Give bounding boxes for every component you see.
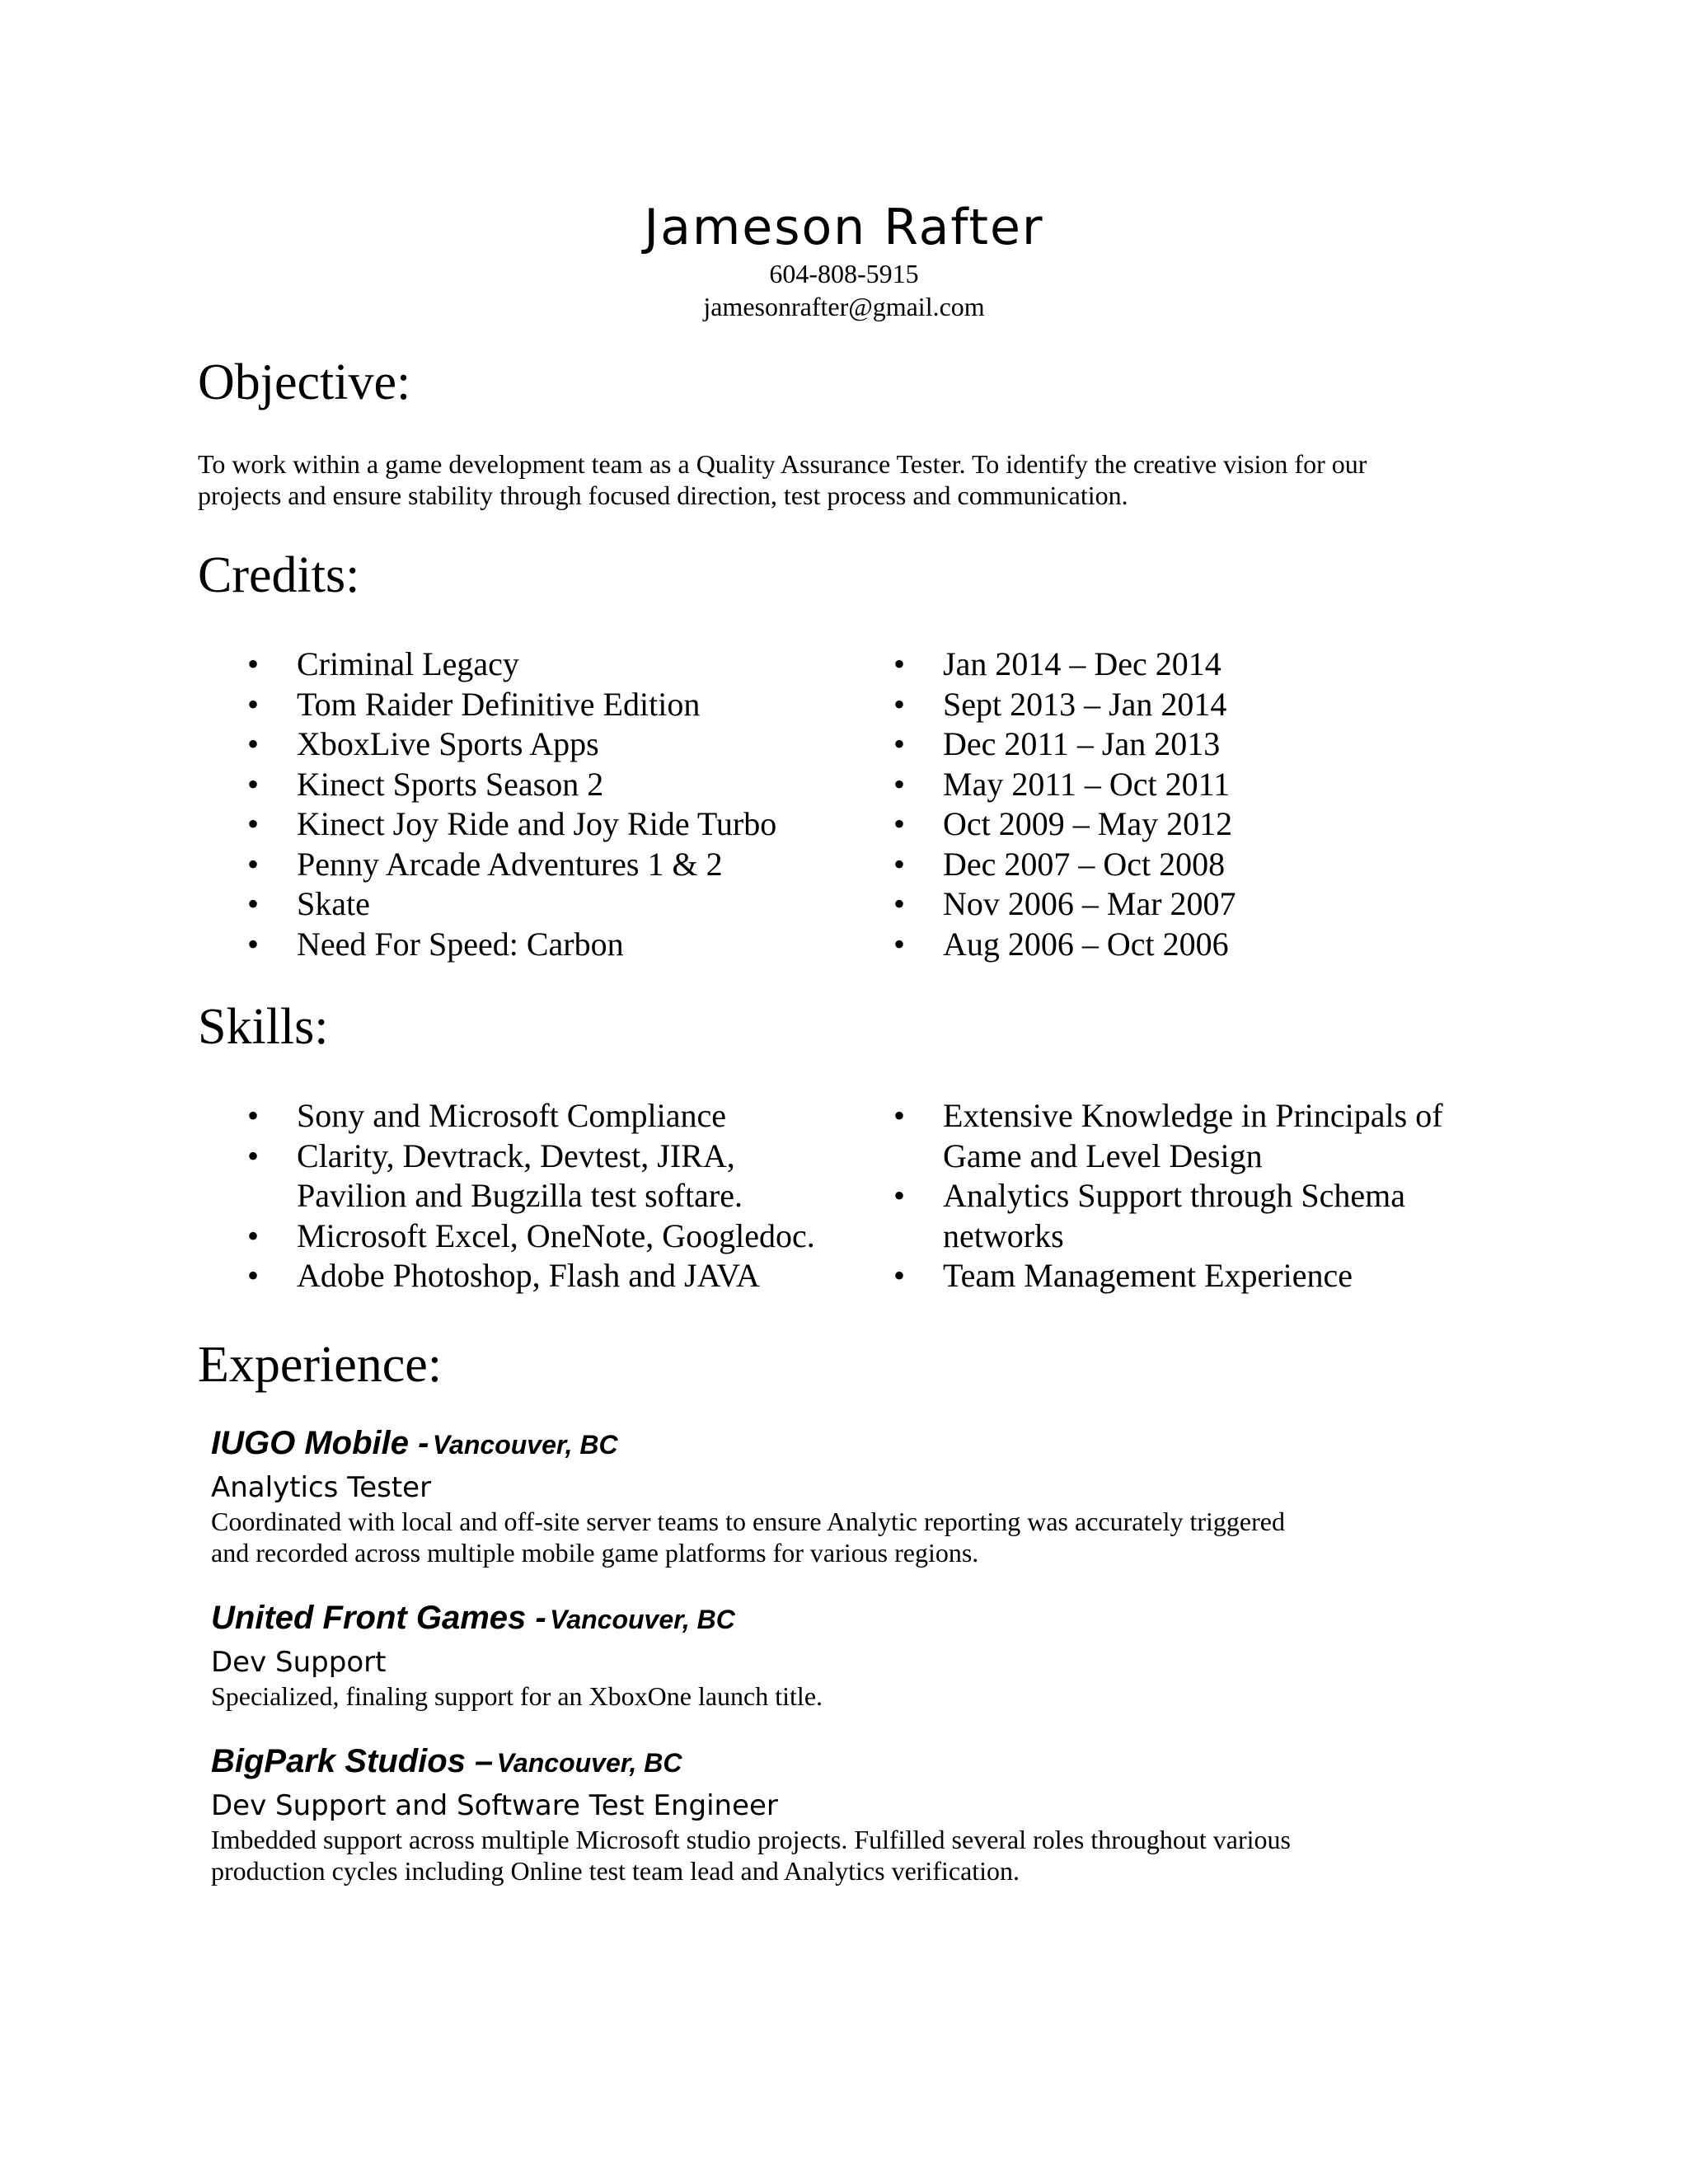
list-item <box>247 685 874 725</box>
bullet: • <box>893 685 906 723</box>
list-item <box>247 644 874 685</box>
bullet: • <box>247 1137 260 1174</box>
list-item <box>247 925 874 965</box>
skill-text: Analytics Support through Schema <box>943 1177 1406 1214</box>
job-description-line: production cycles including Online test team lead and Analytics verification. <box>211 1856 1020 1886</box>
bullet: • <box>247 685 260 723</box>
email-address: jamesonrafter@gmail.com <box>703 292 985 321</box>
job-role: Dev Support and Software Test Engineer <box>211 1789 778 1822</box>
list-item <box>247 765 874 805</box>
skill-text: Extensive Knowledge in Principals of <box>943 1097 1443 1134</box>
bullet: • <box>893 1257 906 1294</box>
job-entry <box>211 1742 1447 1886</box>
job-header <box>211 1599 1447 1644</box>
credit-title: Penny Arcade Adventures 1 & 2 <box>297 845 723 883</box>
list-item <box>893 1096 1487 1176</box>
bullet: • <box>247 1097 260 1134</box>
list-item <box>247 884 874 925</box>
job-entry <box>211 1424 1447 1568</box>
skills-right-list <box>893 1096 1487 1296</box>
phone-number: 604-808-5915 <box>769 259 919 288</box>
list-item <box>247 1256 874 1296</box>
skill-text: Microsoft Excel, OneNote, Googledoc. <box>297 1216 815 1254</box>
bullet: • <box>893 1177 906 1214</box>
job-description-line: Specialized, finaling support for an XboxOne launch title. <box>211 1681 823 1711</box>
list-item <box>247 804 874 845</box>
credit-title: Kinect Sports Season 2 <box>297 765 604 803</box>
list-item <box>247 1096 874 1137</box>
bullet: • <box>893 885 906 922</box>
list-item <box>893 724 1470 765</box>
skills-left-list <box>247 1096 874 1296</box>
credit-title: Skate <box>297 885 370 922</box>
job-description <box>211 1824 1447 1886</box>
list-item <box>893 644 1470 685</box>
credit-dates: Nov 2006 – Mar 2007 <box>943 885 1236 922</box>
list-item <box>893 685 1470 725</box>
credit-dates: Jan 2014 – Dec 2014 <box>943 645 1221 682</box>
credit-title: Criminal Legacy <box>297 645 519 682</box>
bullet: • <box>893 725 906 762</box>
list-item <box>893 765 1470 805</box>
job-description-line: and recorded across multiple mobile game platforms for various regions. <box>211 1538 979 1568</box>
job-description <box>211 1506 1447 1568</box>
job-role: Analytics Tester <box>211 1471 432 1504</box>
credit-dates: Dec 2007 – Oct 2008 <box>943 845 1226 883</box>
bullet: • <box>893 805 906 842</box>
credit-dates: Oct 2009 – May 2012 <box>943 805 1233 842</box>
company-name: United Front Games - <box>211 1600 546 1636</box>
skill-text: Sony and Microsoft Compliance <box>297 1097 727 1134</box>
credits-heading: Credits: <box>198 547 360 603</box>
candidate-name: Jameson Rafter <box>644 199 1044 256</box>
job-description-line: Coordinated with local and off-site server teams to ensure Analytic reporting was accurately triggered <box>211 1507 1285 1536</box>
bullet: • <box>247 1257 260 1294</box>
job-header <box>211 1424 1447 1469</box>
list-item <box>893 925 1470 965</box>
credit-dates: Aug 2006 – Oct 2006 <box>943 925 1229 963</box>
bullet: • <box>893 765 906 803</box>
bullet: • <box>247 645 260 682</box>
credits-date-list <box>893 644 1470 964</box>
credit-title: Tom Raider Definitive Edition <box>297 685 701 723</box>
job-location: Vancouver, BC <box>432 1430 618 1460</box>
list-item <box>247 1137 874 1216</box>
company-name: IUGO Mobile - <box>211 1425 429 1461</box>
bullet: • <box>893 645 906 682</box>
skill-text: Team Management Experience <box>943 1257 1353 1294</box>
list-item <box>893 884 1470 925</box>
list-item <box>247 845 874 885</box>
bullet: • <box>247 765 260 803</box>
bullet: • <box>893 1097 906 1134</box>
job-role: Dev Support <box>211 1646 387 1679</box>
list-item <box>893 845 1470 885</box>
skill-text-continued: networks <box>943 1216 1064 1254</box>
list-item <box>893 1256 1487 1296</box>
credit-title: Need For Speed: Carbon <box>297 925 624 963</box>
bullet: • <box>893 925 906 963</box>
job-location: Vancouver, BC <box>550 1605 735 1634</box>
credit-dates: Sept 2013 – Jan 2014 <box>943 685 1227 723</box>
objective-line: To work within a game development team as a Quality Assurance Tester. To identify the creative vision for our <box>198 449 1367 479</box>
bullet: • <box>893 845 906 883</box>
bullet: • <box>247 1216 260 1254</box>
credit-dates: May 2011 – Oct 2011 <box>943 765 1231 803</box>
skill-text: Adobe Photoshop, Flash and JAVA <box>297 1257 760 1294</box>
bullet: • <box>247 725 260 762</box>
job-header <box>211 1742 1447 1788</box>
job-description-line: Imbedded support across multiple Microsoft studio projects. Fulfilled several roles throughout various <box>211 1825 1291 1854</box>
credit-title: Kinect Joy Ride and Joy Ride Turbo <box>297 805 777 842</box>
job-description <box>211 1680 1447 1712</box>
skills-heading: Skills: <box>198 999 329 1055</box>
credits-title-list <box>247 644 874 964</box>
skill-text-continued: Game and Level Design <box>943 1137 1263 1174</box>
list-item <box>893 804 1470 845</box>
credit-title: XboxLive Sports Apps <box>297 725 599 762</box>
objective-heading: Objective: <box>198 354 411 410</box>
bullet: • <box>247 805 260 842</box>
bullet: • <box>247 925 260 963</box>
objective-line: projects and ensure stability through focused direction, test process and communication. <box>198 480 1128 510</box>
list-item <box>247 1216 874 1257</box>
experience-heading: Experience: <box>198 1337 443 1393</box>
list-item <box>893 1176 1487 1256</box>
objective-text <box>198 448 1484 511</box>
list-item <box>247 724 874 765</box>
credit-dates: Dec 2011 – Jan 2013 <box>943 725 1221 762</box>
bullet: • <box>247 845 260 883</box>
company-name: BigPark Studios – <box>211 1743 494 1779</box>
resume-header <box>0 198 1688 323</box>
job-entry <box>211 1599 1447 1712</box>
skill-text: Clarity, Devtrack, Devtest, JIRA, <box>297 1137 735 1174</box>
job-location: Vancouver, BC <box>496 1748 682 1778</box>
skill-text-continued: Pavilion and Bugzilla test softare. <box>297 1177 743 1214</box>
bullet: • <box>247 885 260 922</box>
